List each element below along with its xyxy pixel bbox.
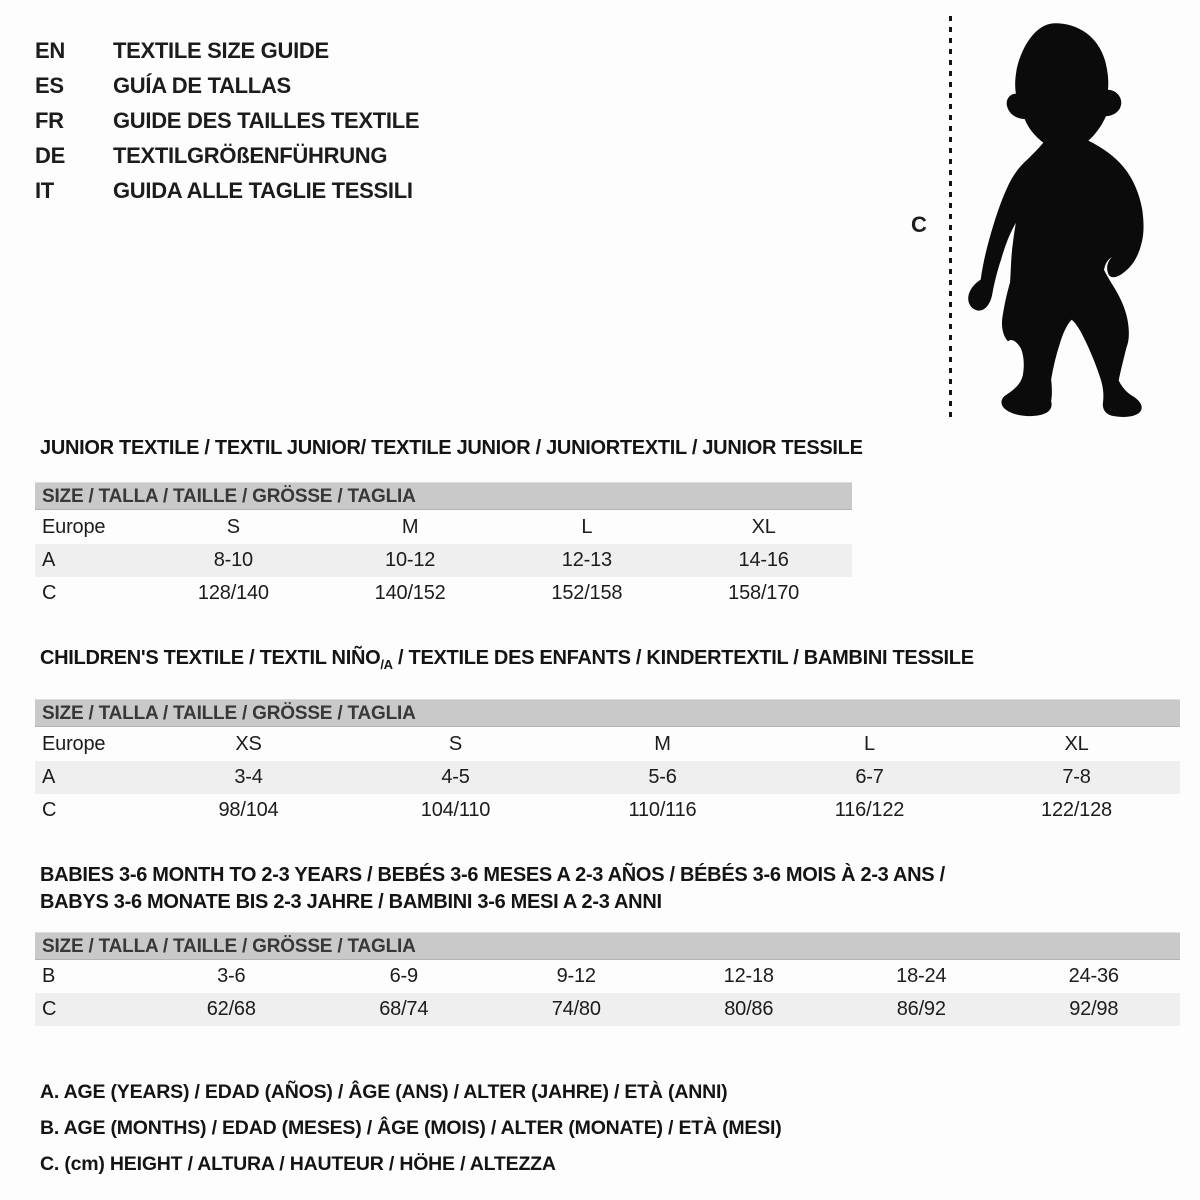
table-cell: 140/152 bbox=[374, 582, 446, 604]
region-label: Europe bbox=[42, 515, 106, 538]
table-cell: 86/92 bbox=[896, 998, 946, 1020]
language-row-de bbox=[35, 138, 595, 173]
row-label: C bbox=[42, 998, 57, 1020]
table-cell: 9-12 bbox=[556, 965, 596, 987]
table-cell: 3-4 bbox=[234, 766, 263, 788]
table-row-age-months bbox=[35, 960, 1180, 993]
table-cell: 128/140 bbox=[197, 582, 269, 604]
legend-line-c: C. (cm) HEIGHT / ALTURA / HAUTEUR / HÖHE / ALTEZZA bbox=[40, 1153, 556, 1175]
heading-text: CHILDREN'S TEXTILE / TEXTIL NIÑO bbox=[40, 647, 381, 669]
legend-line-a: A. AGE (YEARS) / EDAD (AÑOS) / ÂGE (ANS) / ALTER (JAHRE) / ETÀ (ANNI) bbox=[40, 1081, 728, 1103]
table-cell: 152/158 bbox=[551, 582, 623, 604]
table-cell: 74/80 bbox=[551, 998, 601, 1020]
section-babies-textile bbox=[35, 863, 1180, 1026]
language-title-block bbox=[35, 33, 595, 208]
size-bar: SIZE / TALLA / TAILLE / GRÖSSE / TAGLIA bbox=[35, 482, 852, 510]
language-title: TEXTILE SIZE GUIDE bbox=[113, 37, 329, 63]
size-column-header: L bbox=[864, 732, 875, 755]
table-cell: 6-9 bbox=[389, 965, 418, 987]
size-column-header: XL bbox=[751, 515, 776, 538]
table-cell: 8-10 bbox=[213, 549, 253, 571]
language-code: FR bbox=[35, 107, 64, 133]
language-row-en bbox=[35, 33, 595, 68]
size-column-header: XL bbox=[1064, 732, 1089, 755]
junior-size-table bbox=[35, 482, 852, 610]
table-cell: 4-5 bbox=[441, 766, 470, 788]
language-row-es bbox=[35, 68, 595, 103]
section-heading: JUNIOR TEXTILE / TEXTIL JUNIOR/ TEXTILE JUNIOR / JUNIORTEXTIL / JUNIOR TESSILE bbox=[40, 437, 863, 459]
size-column-header: S bbox=[448, 732, 463, 755]
babies-size-table bbox=[35, 932, 1180, 1026]
table-cell: 158/170 bbox=[728, 582, 800, 604]
table-cell: 5-6 bbox=[648, 766, 677, 788]
table-row-height bbox=[35, 577, 852, 610]
row-label: C bbox=[42, 582, 57, 604]
language-code: ES bbox=[35, 72, 64, 98]
table-cell: 110/116 bbox=[628, 799, 697, 821]
section-junior-textile bbox=[35, 436, 1180, 610]
language-title: GUIDE DES TAILLES TEXTILE bbox=[113, 107, 420, 133]
table-cell: 18-24 bbox=[896, 965, 947, 987]
table-cell: 92/98 bbox=[1069, 998, 1119, 1020]
height-measure-label: C bbox=[911, 212, 927, 237]
table-cell: 7-8 bbox=[1062, 766, 1091, 788]
table-cell: 68/74 bbox=[379, 998, 429, 1020]
size-column-header: XS bbox=[235, 732, 262, 755]
size-column-header: S bbox=[226, 515, 240, 538]
language-title: TEXTILGRÖßENFÜHRUNG bbox=[113, 142, 388, 168]
legend-line-b: B. AGE (MONTHS) / EDAD (MESES) / ÂGE (MOIS) / ALTER (MONATE) / ETÀ (MESI) bbox=[40, 1117, 782, 1139]
table-cell: 116/122 bbox=[834, 799, 905, 821]
children-size-table bbox=[35, 699, 1180, 827]
legend bbox=[35, 1074, 1180, 1182]
language-row-fr bbox=[35, 103, 595, 138]
size-bar: SIZE / TALLA / TAILLE / GRÖSSE / TAGLIA bbox=[35, 932, 1180, 960]
heading-text: / TEXTILE DES ENFANTS / KINDERTEXTIL / BAMBINI TESSILE bbox=[392, 647, 974, 669]
section-children-textile bbox=[35, 646, 1180, 827]
language-code: IT bbox=[35, 177, 54, 203]
table-row-height bbox=[35, 794, 1180, 827]
section-heading bbox=[35, 646, 1180, 677]
table-header-row bbox=[35, 727, 1180, 761]
table-cell: 104/110 bbox=[420, 799, 491, 821]
size-column-header: M bbox=[654, 732, 671, 755]
table-header-row bbox=[35, 510, 852, 544]
table-cell: 6-7 bbox=[855, 766, 884, 788]
section-heading-line2: BABYS 3-6 MONATE BIS 2-3 JAHRE / BAMBINI 3-6 MESI A 2-3 ANNI bbox=[40, 891, 662, 913]
table-cell: 80/86 bbox=[724, 998, 774, 1020]
table-cell: 14-16 bbox=[738, 549, 789, 571]
language-title: GUÍA DE TALLAS bbox=[113, 72, 291, 98]
table-cell: 3-6 bbox=[217, 965, 246, 987]
language-code: EN bbox=[35, 37, 65, 63]
table-cell: 24-36 bbox=[1068, 965, 1119, 987]
height-dashed-line-icon bbox=[949, 16, 952, 418]
row-label: B bbox=[42, 965, 56, 987]
row-label: A bbox=[42, 549, 56, 571]
table-row-age bbox=[35, 761, 1180, 794]
table-row-height bbox=[35, 993, 1180, 1026]
height-figure bbox=[903, 8, 1185, 420]
region-label: Europe bbox=[42, 732, 106, 755]
table-row-age bbox=[35, 544, 852, 577]
table-cell: 62/68 bbox=[206, 998, 256, 1020]
table-cell: 98/104 bbox=[218, 799, 279, 821]
language-code: DE bbox=[35, 142, 65, 168]
size-column-header: M bbox=[401, 515, 419, 538]
table-cell: 12-13 bbox=[561, 549, 612, 571]
section-heading-line1: BABIES 3-6 MONTH TO 2-3 YEARS / BEBÉS 3-6 MESES A 2-3 AÑOS / BÉBÉS 3-6 MOIS À 2-3 ANS / bbox=[40, 864, 945, 886]
table-cell: 122/128 bbox=[1041, 799, 1112, 821]
language-title: GUIDA ALLE TAGLIE TESSILI bbox=[113, 177, 413, 203]
size-bar: SIZE / TALLA / TAILLE / GRÖSSE / TAGLIA bbox=[35, 699, 1180, 727]
table-cell: 10-12 bbox=[385, 549, 436, 571]
row-label: A bbox=[42, 766, 56, 788]
toddler-silhouette-icon bbox=[965, 16, 1151, 420]
heading-subscript: /A bbox=[380, 657, 393, 672]
table-cell: 12-18 bbox=[723, 965, 774, 987]
language-row-it bbox=[35, 173, 595, 208]
row-label: C bbox=[42, 799, 57, 821]
size-column-header: L bbox=[581, 515, 593, 538]
